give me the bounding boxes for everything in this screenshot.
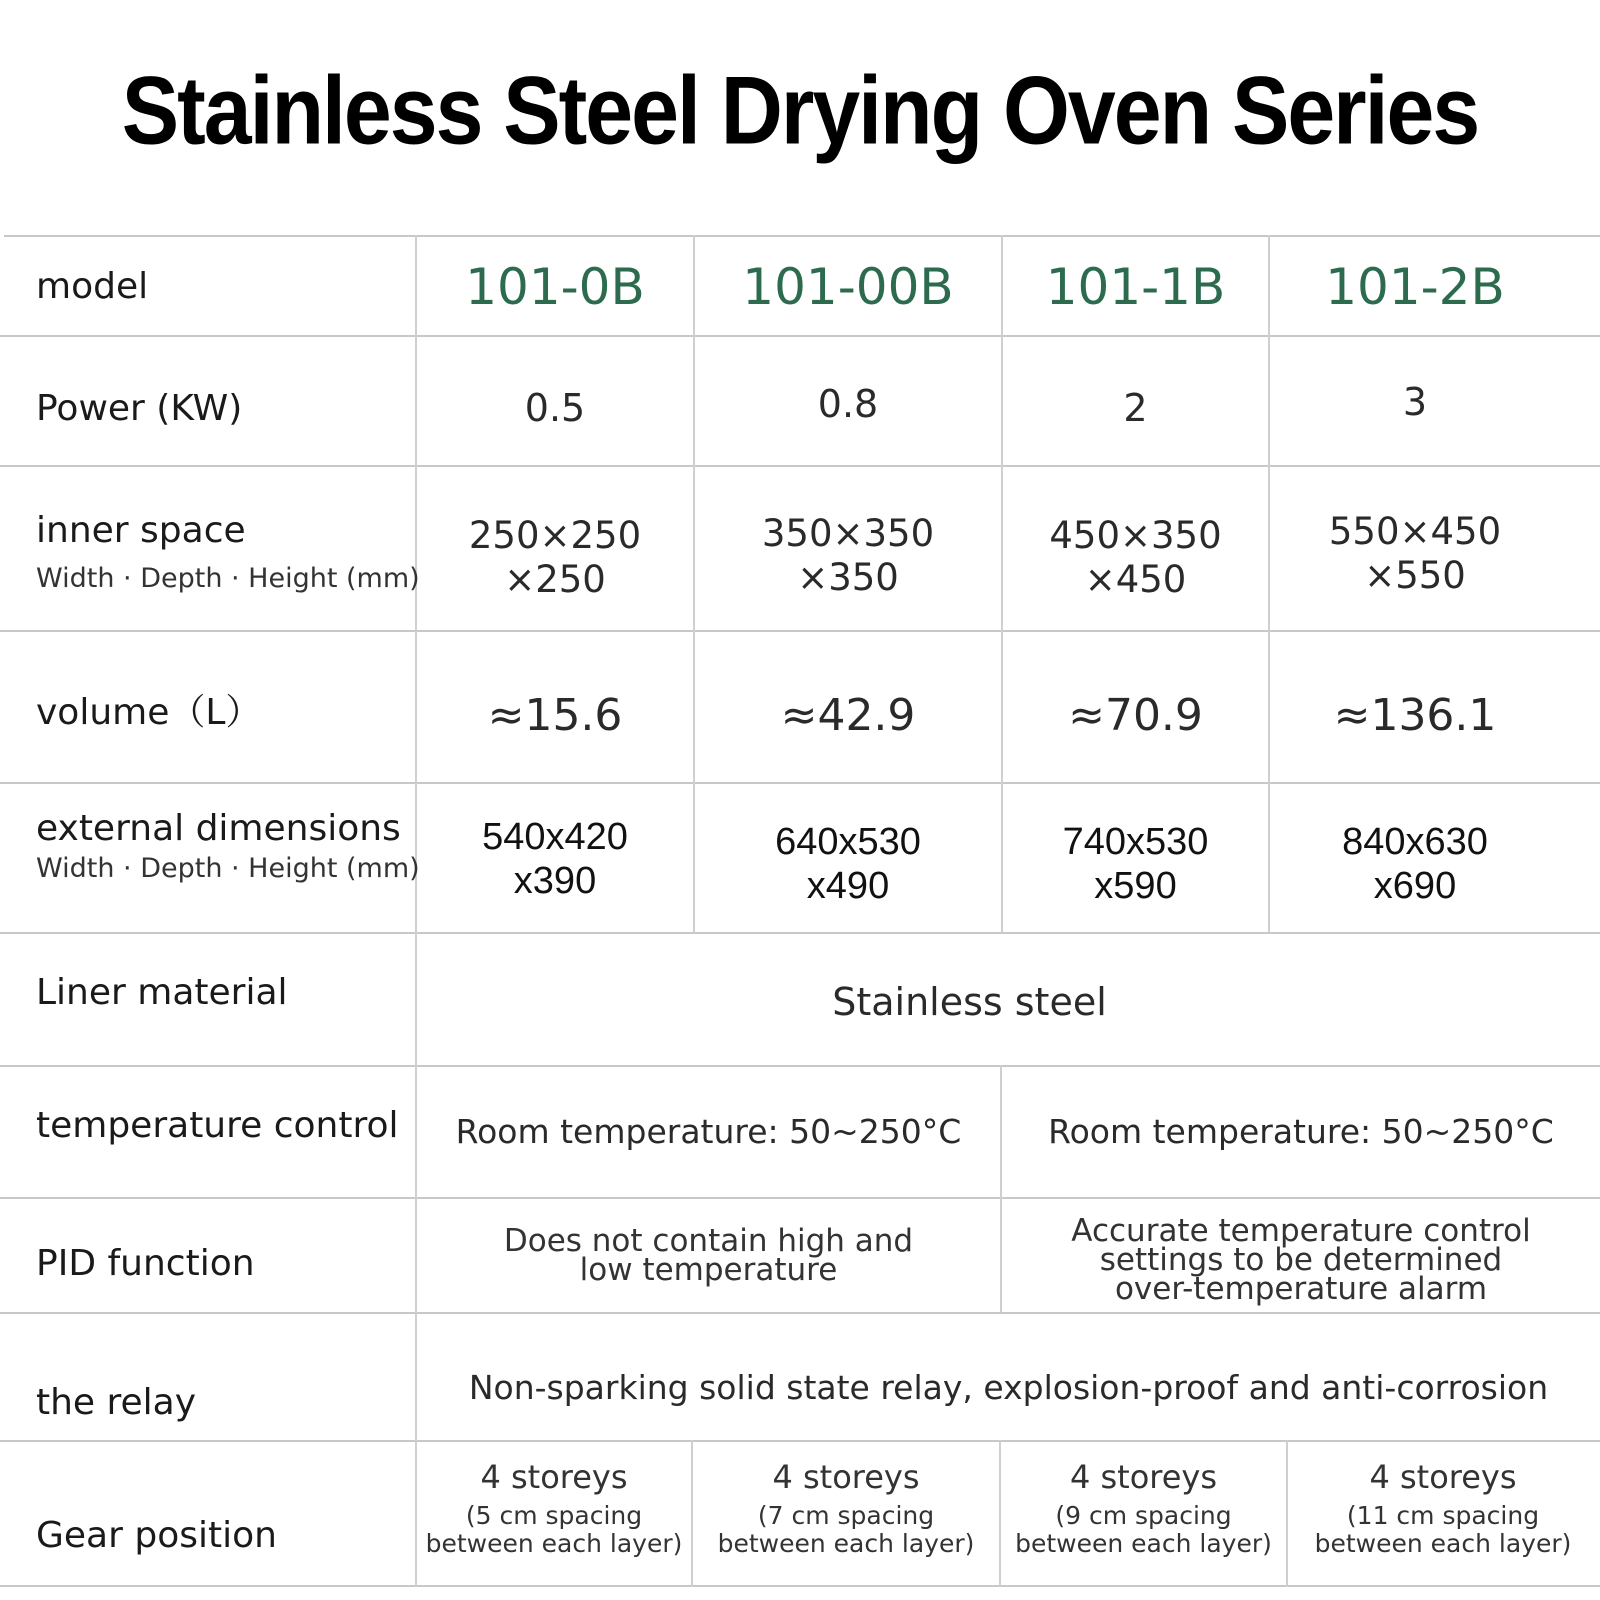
inner-space-cell (1270, 510, 1560, 598)
inner-space-line2: ×250 (504, 558, 606, 601)
external-cell (417, 815, 693, 903)
external-cell (1003, 820, 1268, 908)
volume-cell: ≈15.6 (487, 690, 623, 741)
power-cell: 0.5 (524, 386, 586, 430)
row-divider (0, 1197, 1600, 1199)
volume-cell: ≈42.9 (780, 690, 916, 741)
row-divider (0, 335, 1600, 337)
pid-right-line2: settings to be determined (1099, 1242, 1503, 1278)
row-divider (0, 932, 1600, 934)
power-cell: 0.8 (817, 382, 879, 426)
pid-function-left (417, 1223, 1000, 1288)
model-cell: 101-00B (742, 258, 954, 316)
inner-space-line1: 550×450 (1328, 510, 1502, 553)
gear-sub1: (11 cm spacing (1346, 1501, 1540, 1530)
gear-sub2: between each layer) (1314, 1529, 1572, 1558)
row-divider (0, 630, 1600, 632)
gear-sub2: between each layer) (717, 1529, 975, 1558)
row-sublabel-inner-space: Width · Depth · Height (mm) (36, 563, 420, 594)
temperature-control-right: Room temperature: 50~250°C (1048, 1112, 1554, 1151)
row-divider (0, 1312, 1600, 1314)
gear-cell (417, 1458, 691, 1558)
row-label-liner: Liner material (36, 972, 288, 1013)
gear-sub1: (5 cm spacing (465, 1501, 643, 1530)
inner-space-line2: ×350 (797, 556, 899, 599)
external-line2: x490 (806, 865, 890, 907)
relay-value: Non-sparking solid state relay, explosion-proof and anti-corrosion (468, 1368, 1549, 1407)
volume-cell: ≈136.1 (1333, 690, 1497, 741)
inner-space-line1: 450×350 (1049, 514, 1222, 557)
external-line1: 840x630 (1342, 821, 1488, 863)
gear-sub2: between each layer) (1015, 1529, 1272, 1558)
inner-space-line2: ×450 (1084, 558, 1187, 601)
temperature-control-left: Room temperature: 50~250°C (455, 1112, 962, 1151)
row-divider (0, 1440, 1600, 1442)
row-label-relay: the relay (36, 1382, 197, 1423)
pid-right-line3: over-temperature alarm (1114, 1271, 1488, 1307)
row-label-external: external dimensions (36, 808, 401, 849)
pid-right-line1: Accurate temperature control (1071, 1213, 1531, 1249)
page-title: Stainless Steel Drying Oven Series (121, 57, 1479, 165)
gear-sub1: (7 cm spacing (757, 1501, 935, 1530)
external-line2: x690 (1373, 865, 1457, 907)
inner-space-cell (417, 514, 693, 602)
row-divider (0, 1065, 1600, 1067)
gear-sub2: between each layer) (425, 1529, 683, 1558)
external-line2: x390 (513, 860, 597, 902)
gear-cell (1288, 1458, 1598, 1558)
inner-space-line2: ×550 (1364, 554, 1466, 597)
external-line1: 540x420 (482, 816, 628, 858)
pid-left-line2: low temperature (579, 1252, 838, 1288)
gear-main: 4 storeys (480, 1458, 628, 1496)
inner-space-cell (695, 512, 1001, 600)
gear-main: 4 storeys (1069, 1458, 1218, 1496)
volume-cell: ≈70.9 (1068, 690, 1203, 741)
inner-space-cell (1003, 514, 1268, 602)
external-cell (695, 820, 1001, 908)
model-cell: 101-2B (1325, 258, 1505, 316)
inner-space-line1: 350×350 (761, 512, 935, 555)
inner-space-line1: 250×250 (468, 514, 642, 557)
row-sublabel-external: Width · Depth · Height (mm) (36, 853, 420, 884)
power-cell: 3 (1402, 380, 1428, 424)
model-cell: 101-1B (1045, 258, 1226, 316)
pid-left-line1: Does not contain high and (503, 1223, 914, 1259)
row-label-volume: volume（L） (36, 692, 262, 733)
gear-main: 4 storeys (1369, 1458, 1517, 1496)
row-divider (4, 235, 1600, 237)
row-divider (0, 465, 1600, 467)
gear-sub1: (9 cm spacing (1055, 1501, 1232, 1530)
row-label-power: Power (KW) (36, 388, 243, 429)
row-divider (0, 1585, 1600, 1587)
external-line1: 740x530 (1062, 821, 1209, 863)
liner-material-value: Stainless steel (832, 980, 1107, 1024)
row-label-pid: PID function (36, 1243, 255, 1284)
external-line2: x590 (1094, 865, 1177, 907)
row-label-temperature: temperature control (36, 1105, 399, 1146)
external-line1: 640x530 (775, 821, 921, 863)
pid-function-right (1002, 1213, 1600, 1307)
external-cell (1270, 820, 1560, 908)
row-label-model: model (36, 266, 149, 307)
power-cell: 2 (1123, 386, 1148, 430)
model-cell: 101-0B (465, 258, 645, 316)
gear-main: 4 storeys (772, 1458, 920, 1496)
gear-cell (1001, 1458, 1286, 1558)
gear-cell (693, 1458, 999, 1558)
row-label-gear: Gear position (36, 1515, 277, 1556)
row-divider (0, 782, 1600, 784)
row-label-inner-space: inner space (36, 510, 246, 551)
